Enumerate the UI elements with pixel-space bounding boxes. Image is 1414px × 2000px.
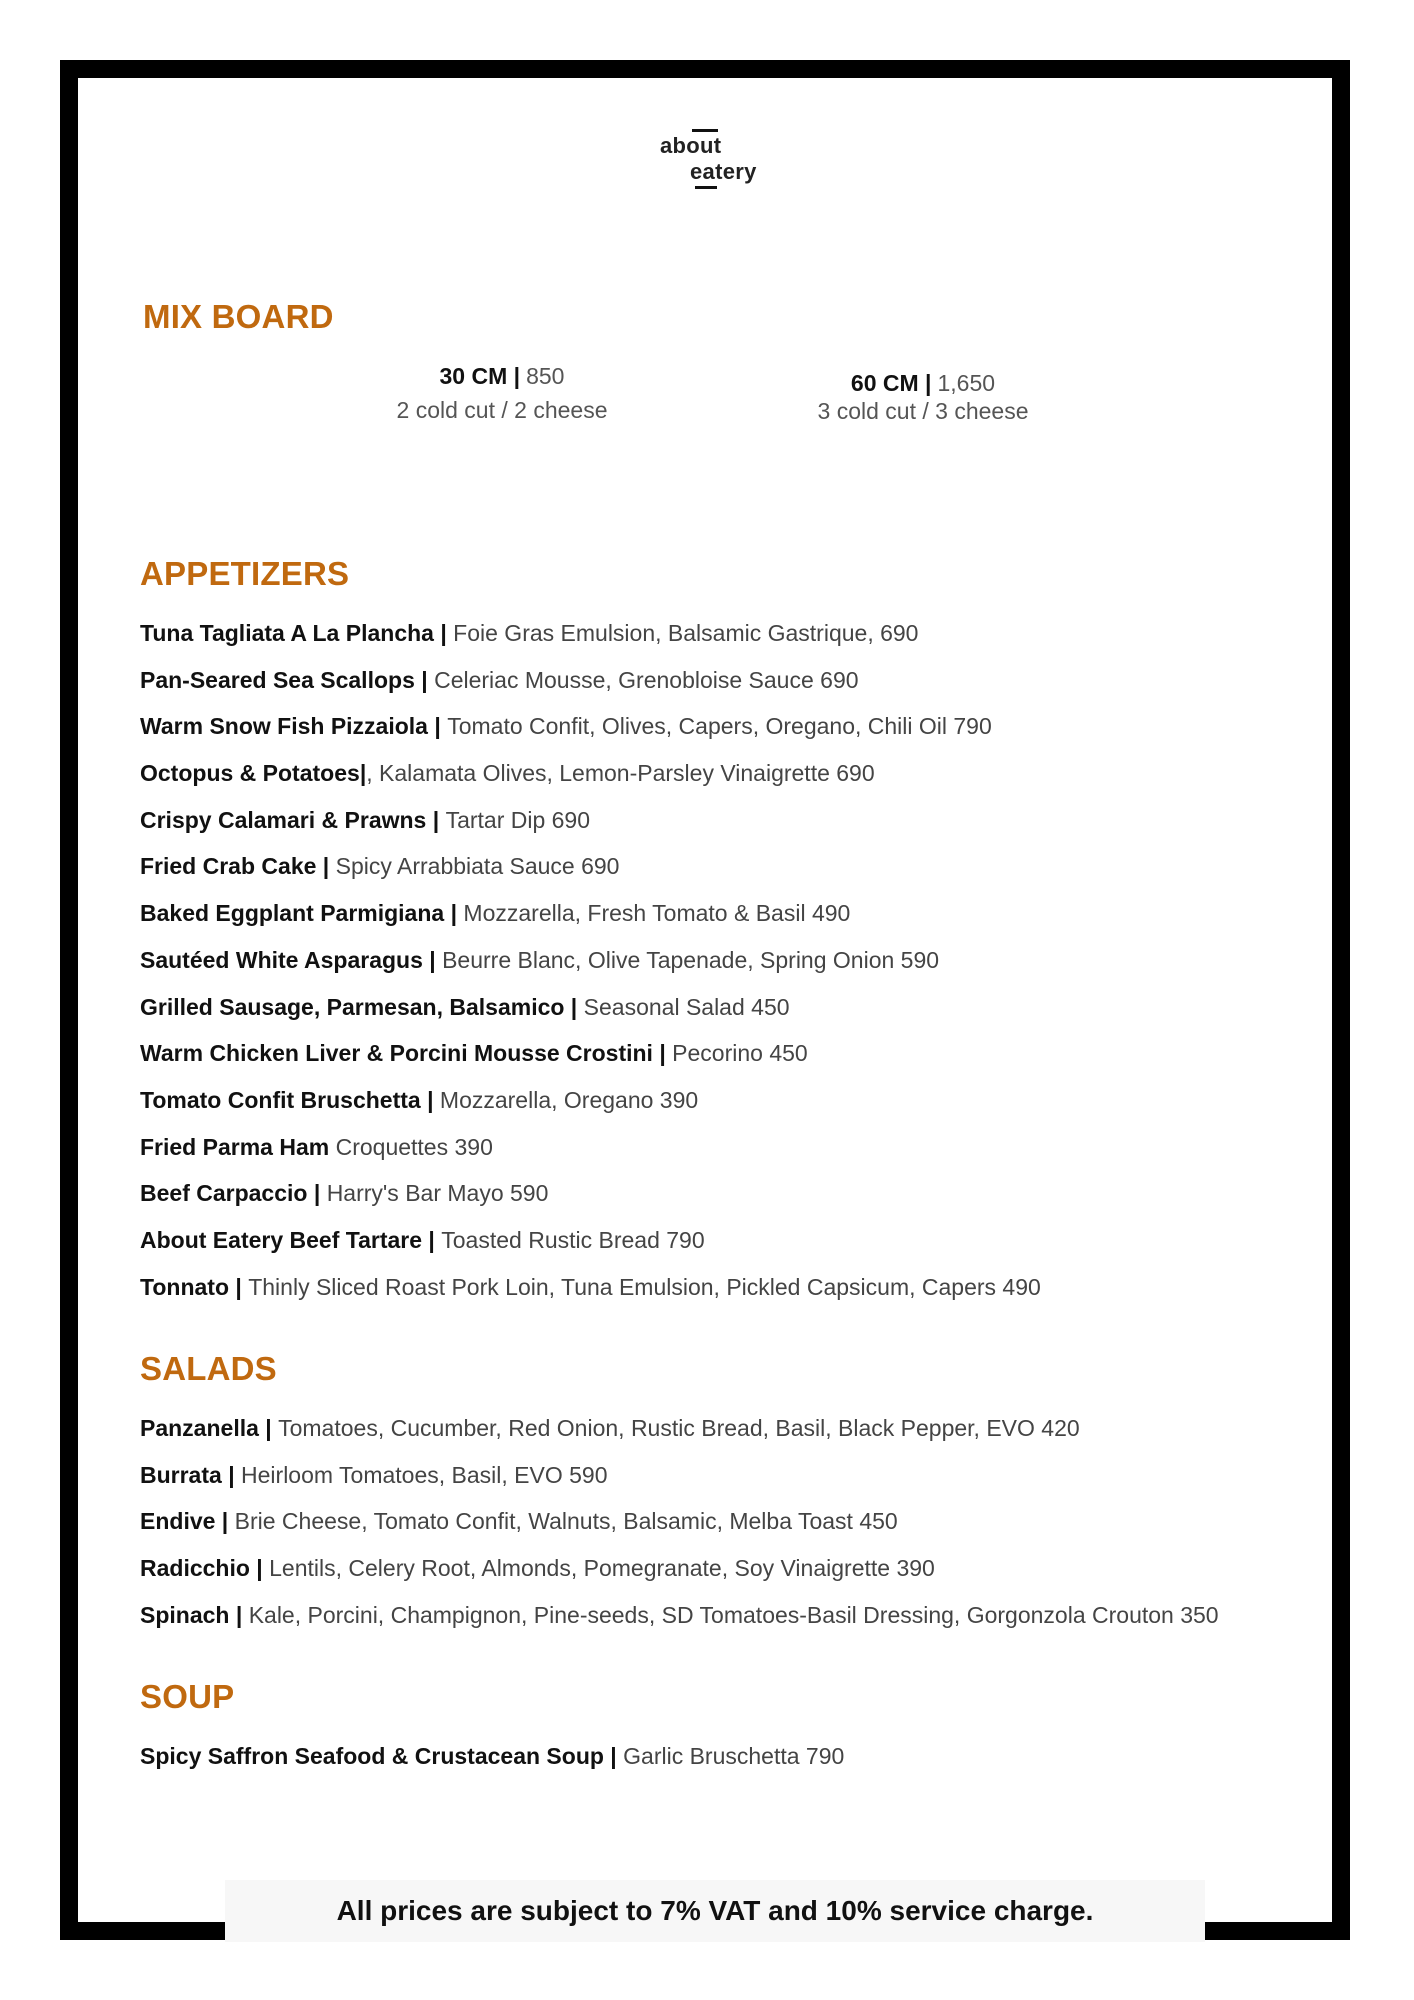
menu-item-description: Thinly Sliced Roast Pork Loin, Tuna Emulsion, Pickled Capsicum, Capers 490 — [248, 1273, 1041, 1300]
about-eatery-logo — [660, 123, 780, 193]
menu-item-name: Burrata — [140, 1461, 222, 1488]
menu-item-separator: | — [564, 993, 584, 1020]
menu-item-description: Mozzarella, Fresh Tomato & Basil 490 — [463, 900, 851, 927]
menu-item — [140, 937, 1320, 984]
menu-item-description: Foie Gras Emulsion, Balsamic Gastrique, 690 — [453, 620, 919, 646]
menu-item-description: Pecorino 450 — [672, 1040, 808, 1067]
menu-item — [140, 797, 1320, 844]
menu-item-description: Harry's Bar Mayo 590 — [326, 1180, 549, 1207]
menu-item-description: Heirloom Tomatoes, Basil, EVO 590 — [241, 1461, 608, 1488]
mix-board-separator: | — [507, 363, 521, 389]
menu-item-separator: | — [229, 1273, 249, 1300]
menu-item-name: Panzanella — [140, 1415, 259, 1441]
menu-item — [140, 657, 1320, 704]
price-disclaimer: All prices are subject to 7% VAT and 10% service charge. — [225, 1880, 1205, 1942]
menu-item — [140, 843, 1320, 890]
mix-board-size: 60 CM — [850, 370, 919, 396]
menu-item-name: Spinach — [140, 1601, 230, 1628]
menu-item-description: Tomato Confit, Olives, Capers, Oregano, Chili Oil 790 — [447, 713, 992, 740]
menu-item-name: Tonnato — [140, 1273, 229, 1300]
logo-top-bar — [692, 129, 718, 132]
menu-item — [140, 1498, 1320, 1545]
menu-item-separator: | — [422, 946, 443, 973]
menu-item-description: Lentils, Celery Root, Almonds, Pomegranate, Soy Vinaigrette 390 — [269, 1555, 935, 1582]
menu-item-separator: | — [359, 760, 367, 787]
appetizers-list — [140, 610, 1320, 1310]
menu-item-name: Tuna Tagliata A La Plancha — [140, 620, 434, 646]
menu-item-name: Endive — [140, 1508, 216, 1535]
soup-list — [140, 1733, 1320, 1780]
menu-item-description: Toasted Rustic Bread 790 — [441, 1226, 705, 1253]
menu-item-name: Baked Eggplant Parmigiana — [140, 900, 445, 927]
appetizers-title: APPETIZERS — [140, 555, 350, 592]
menu-item-name: Warm Snow Fish Pizzaiola — [140, 713, 428, 740]
mix-board-price: 850 — [526, 363, 565, 389]
menu-item-description: Garlic Bruschetta 790 — [623, 1743, 845, 1769]
menu-item-name: Spicy Saffron Seafood & Crustacean Soup — [140, 1743, 604, 1769]
menu-item — [140, 1452, 1320, 1499]
menu-item — [140, 1405, 1320, 1452]
logo-word-about: about — [660, 133, 722, 158]
menu-item-separator: | — [444, 900, 464, 927]
menu-item — [140, 703, 1320, 750]
menu-item-description: Seasonal Salad 450 — [583, 993, 790, 1020]
menu-item — [140, 1592, 1320, 1639]
menu-item-name: Fried Parma Ham — [140, 1133, 330, 1160]
menu-item-name: Beef Carpaccio — [140, 1180, 308, 1207]
menu-item-separator: | — [249, 1555, 270, 1582]
menu-item-separator: | — [316, 853, 336, 880]
mix-board-option-60cm — [773, 366, 1073, 428]
salads-list — [140, 1405, 1320, 1638]
menu-item-separator: | — [229, 1601, 249, 1628]
menu-item-separator: | — [422, 1226, 442, 1253]
mix-board-separator: | — [918, 370, 932, 396]
menu-item-description: , Kalamata Olives, Lemon-Parsley Vinaigrette 690 — [366, 760, 875, 787]
soup-title: SOUP — [140, 1678, 235, 1715]
menu-item-description: Tomatoes, Cucumber, Red Onion, Rustic Bread, Basil, Black Pepper, EVO 420 — [278, 1415, 1080, 1441]
menu-item-separator: | — [603, 1743, 624, 1769]
menu-item — [140, 890, 1320, 937]
menu-item-description: Mozzarella, Oregano 390 — [439, 1086, 699, 1113]
menu-item-separator: | — [258, 1415, 279, 1441]
menu-item — [140, 610, 1320, 657]
logo-word-eatery: eatery — [690, 159, 757, 184]
menu-item-description: Kale, Porcini, Champignon, Pine-seeds, SD Tomatoes-Basil Dressing, Gorgonzola Crouton 350 — [248, 1601, 1219, 1628]
mix-board-desc: 3 cold cut / 3 cheese — [817, 398, 1029, 424]
menu-item-separator: | — [420, 1086, 440, 1113]
menu-item — [140, 750, 1320, 797]
menu-item-separator: | — [433, 620, 454, 646]
menu-item — [140, 1545, 1320, 1592]
menu-item-separator: | — [414, 666, 435, 693]
menu-item — [140, 1030, 1320, 1077]
menu-item-separator: | — [221, 1461, 242, 1488]
menu-item-name: Fried Crab Cake — [140, 853, 317, 880]
menu-item — [140, 1217, 1320, 1264]
menu-item-name: Sautéed White Asparagus — [140, 946, 423, 973]
menu-item-description: Celeriac Mousse, Grenobloise Sauce 690 — [434, 666, 859, 693]
menu-item-name: Crispy Calamari & Prawns — [140, 806, 427, 833]
menu-item-separator: | — [307, 1180, 327, 1207]
menu-item — [140, 984, 1320, 1031]
menu-item-separator: | — [652, 1040, 673, 1067]
menu-item-name: About Eatery Beef Tartare — [140, 1226, 423, 1253]
menu-item-description: Tartar Dip 690 — [445, 806, 591, 833]
menu-item-name: Warm Chicken Liver & Porcini Mousse Crostini — [140, 1040, 653, 1067]
menu-item — [140, 1077, 1320, 1124]
menu-item-name: Tomato Confit Bruschetta — [140, 1086, 421, 1113]
menu-item-separator: | — [427, 713, 448, 740]
salads-title: SALADS — [140, 1350, 277, 1387]
menu-item-description: Beurre Blanc, Olive Tapenade, Spring Onion 590 — [442, 946, 940, 973]
menu-item — [140, 1124, 1320, 1171]
mix-board-size: 30 CM — [439, 363, 508, 389]
menu-item-name: Radicchio — [140, 1555, 250, 1582]
mix-board-desc: 2 cold cut / 2 cheese — [396, 397, 608, 423]
logo-bottom-bar — [695, 186, 717, 189]
mix-board-option-30cm — [352, 359, 652, 427]
menu-item-name: Octopus & Potatoes — [140, 760, 360, 787]
menu-item-description: Spicy Arrabbiata Sauce 690 — [335, 853, 620, 880]
menu-item — [140, 1733, 1320, 1780]
menu-item-description: Croquettes 390 — [335, 1133, 493, 1160]
menu-item-separator: | — [215, 1508, 235, 1535]
mix-board-price: 1,650 — [937, 370, 996, 396]
menu-item-separator: | — [426, 806, 446, 833]
menu-item — [140, 1170, 1320, 1217]
menu-item-description: Brie Cheese, Tomato Confit, Walnuts, Balsamic, Melba Toast 450 — [234, 1508, 898, 1535]
menu-item-name: Grilled Sausage, Parmesan, Balsamico — [140, 993, 565, 1020]
menu-item-name: Pan-Seared Sea Scallops — [140, 666, 415, 693]
menu-item — [140, 1264, 1320, 1311]
mix-board-title: MIX BOARD — [143, 298, 334, 335]
